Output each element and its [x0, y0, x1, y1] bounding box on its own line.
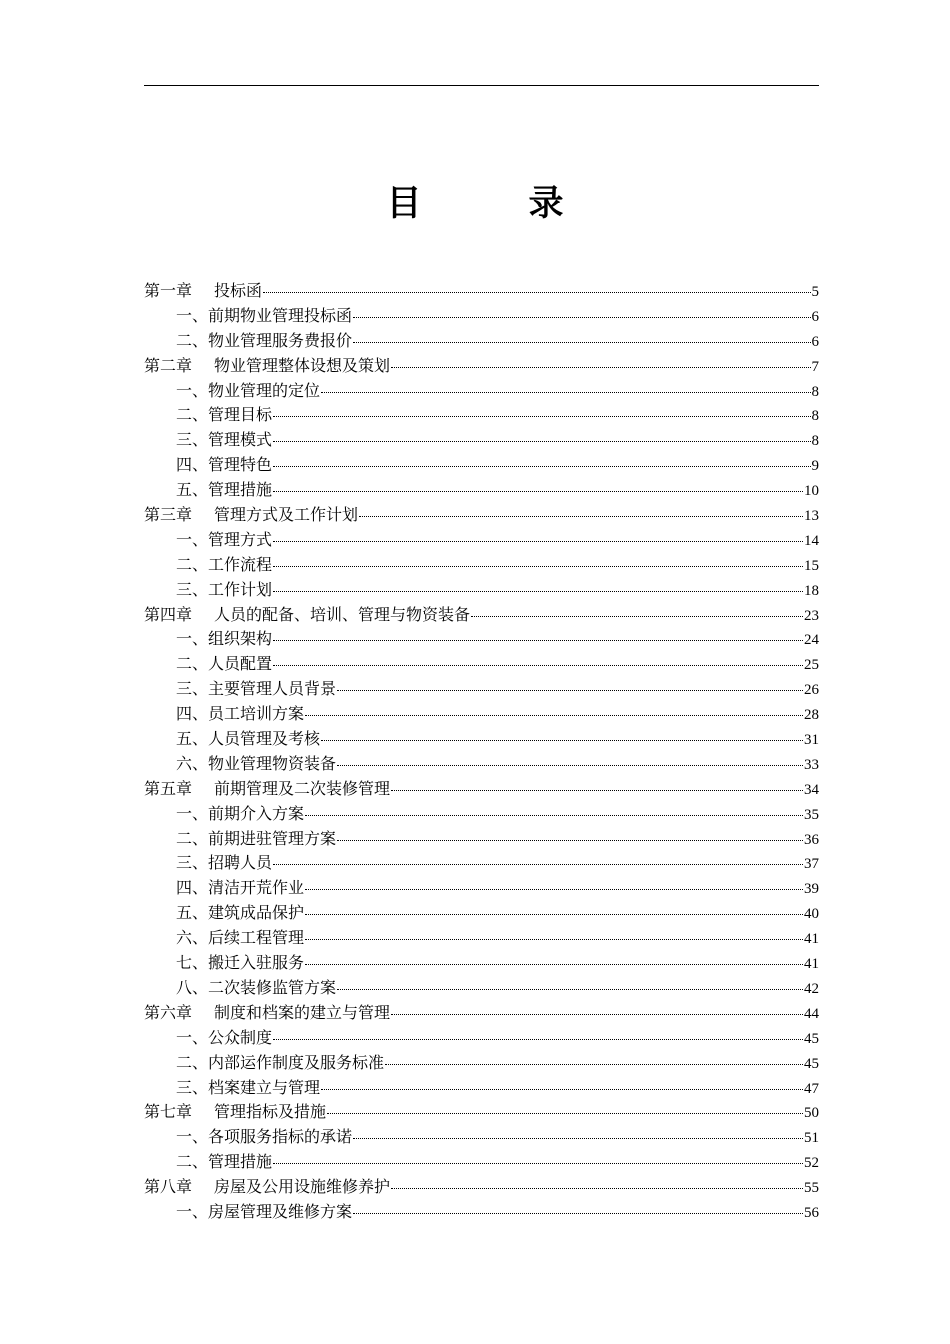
toc-section-entry[interactable]: [144, 851, 819, 876]
toc-chapter-entry[interactable]: [144, 777, 819, 802]
toc-section-entry[interactable]: [144, 578, 819, 603]
toc-page-number: 37: [804, 856, 819, 873]
toc-entry-label: [176, 677, 336, 702]
toc-entry-label: [144, 603, 470, 628]
toc-dot-leader: [305, 815, 803, 816]
toc-entry-label: [176, 329, 352, 354]
toc-section-entry[interactable]: [144, 727, 819, 752]
toc-entry-label: [144, 503, 358, 528]
toc-dot-leader: [337, 989, 803, 990]
toc-entry-title: 四、清洁开荒作业: [176, 878, 305, 898]
toc-entry-label: [176, 652, 272, 677]
toc-page-number: 45: [804, 1055, 819, 1072]
toc-entry-title: 五、建筑成品保护: [176, 903, 305, 923]
toc-dot-leader: [321, 740, 803, 741]
toc-section-entry[interactable]: [144, 1200, 819, 1225]
toc-page-number: 56: [804, 1204, 819, 1221]
toc-page-number: 44: [804, 1005, 819, 1022]
toc-dot-leader: [273, 466, 810, 467]
toc-chapter-entry[interactable]: [144, 1001, 819, 1026]
toc-entry-label: [144, 279, 262, 304]
toc-entry-label: [176, 379, 320, 404]
toc-entry-label: [176, 702, 304, 727]
toc-entry-label: [176, 1200, 352, 1225]
toc-section-entry[interactable]: [144, 627, 819, 652]
toc-entry-title: 一、公众制度: [176, 1027, 273, 1047]
toc-page-number: 36: [804, 831, 819, 848]
toc-entry-label: [176, 752, 336, 777]
toc-dot-leader: [353, 342, 810, 343]
toc-entry-title: 七、搬迁入驻服务: [176, 953, 305, 973]
toc-dot-leader: [321, 1089, 803, 1090]
toc-page-number: 8: [811, 408, 819, 425]
toc-section-entry[interactable]: [144, 827, 819, 852]
toc-page-number: 6: [811, 308, 819, 325]
toc-entry-title: 一、组织架构: [176, 629, 273, 649]
toc-chapter-entry[interactable]: [144, 354, 819, 379]
toc-entry-title: 一、前期物业管理投标函: [176, 305, 353, 325]
toc-page-number: 33: [804, 756, 819, 773]
toc-chapter-number: 第三章: [144, 505, 193, 525]
toc-page-number: 15: [804, 557, 819, 574]
toc-entry-label: [176, 478, 272, 503]
toc-entry-label: [176, 1150, 272, 1175]
toc-page-number: 13: [804, 508, 819, 525]
toc-dot-leader: [305, 914, 803, 915]
toc-entry-title: 一、各项服务指标的承诺: [176, 1127, 353, 1147]
toc-dot-leader: [273, 591, 803, 592]
toc-entry-title: 人员的配备、培训、管理与物资装备: [214, 604, 471, 624]
toc-dot-leader: [327, 1113, 803, 1114]
toc-dot-leader: [273, 1163, 803, 1164]
toc-entry-title: 前期管理及二次装修管理: [214, 778, 391, 798]
toc-entry-title: 五、人员管理及考核: [176, 729, 321, 749]
toc-entry-title: 三、招聘人员: [176, 853, 273, 873]
toc-entry-title: 三、档案建立与管理: [176, 1077, 321, 1097]
table-of-contents: [144, 279, 819, 1225]
toc-dot-leader: [273, 640, 803, 641]
toc-section-entry[interactable]: [144, 478, 819, 503]
toc-section-entry[interactable]: [144, 403, 819, 428]
toc-page-number: 41: [804, 956, 819, 973]
header-rule: [144, 85, 819, 86]
toc-dot-leader: [273, 864, 803, 865]
toc-page-number: 28: [804, 707, 819, 724]
toc-entry-title: 六、后续工程管理: [176, 928, 305, 948]
toc-dot-leader: [471, 616, 803, 617]
toc-page-number: 23: [804, 607, 819, 624]
toc-section-entry[interactable]: [144, 901, 819, 926]
toc-section-entry[interactable]: [144, 1026, 819, 1051]
toc-dot-leader: [337, 765, 803, 766]
toc-page-number: 55: [804, 1180, 819, 1197]
toc-page-number: 41: [804, 931, 819, 948]
toc-dot-leader: [337, 690, 803, 691]
toc-page-number: 10: [804, 483, 819, 500]
toc-entry-label: [176, 1125, 352, 1150]
toc-dot-leader: [273, 566, 803, 567]
toc-chapter-entry[interactable]: [144, 1100, 819, 1125]
toc-chapter-entry[interactable]: [144, 279, 819, 304]
toc-section-entry[interactable]: [144, 1051, 819, 1076]
toc-entry-title: 二、管理措施: [176, 1152, 273, 1172]
toc-entry-label: [176, 827, 336, 852]
toc-dot-leader: [273, 416, 810, 417]
toc-entry-label: [176, 428, 272, 453]
toc-dot-leader: [305, 889, 803, 890]
toc-section-entry[interactable]: [144, 304, 819, 329]
toc-dot-leader: [391, 790, 803, 791]
toc-dot-leader: [273, 1039, 803, 1040]
toc-entry-label: [176, 578, 272, 603]
toc-entry-title: 一、管理方式: [176, 529, 273, 549]
toc-section-entry[interactable]: [144, 652, 819, 677]
toc-dot-leader: [273, 665, 803, 666]
toc-entry-label: [176, 876, 304, 901]
toc-chapter-entry[interactable]: [144, 603, 819, 628]
toc-entry-title: 八、二次装修监管方案: [176, 977, 337, 997]
toc-section-entry[interactable]: [144, 1150, 819, 1175]
toc-entry-title: 三、工作计划: [176, 579, 273, 599]
toc-entry-label: [176, 851, 272, 876]
toc-entry-title: 四、管理特色: [176, 455, 273, 475]
toc-entry-title: 二、人员配置: [176, 654, 273, 674]
toc-section-entry[interactable]: [144, 951, 819, 976]
toc-entry-label: [176, 901, 304, 926]
page-title: 目 录: [386, 183, 600, 224]
toc-entry-title: 房屋及公用设施维修养护: [214, 1177, 391, 1197]
toc-entry-title: 物业管理整体设想及策划: [214, 355, 391, 375]
toc-entry-title: 六、物业管理物资装备: [176, 753, 337, 773]
toc-page-number: 8: [811, 383, 819, 400]
toc-entry-label: [176, 528, 272, 553]
toc-entry-label: [176, 727, 320, 752]
toc-entry-title: 二、管理目标: [176, 405, 273, 425]
toc-dot-leader: [353, 1138, 803, 1139]
toc-page-number: 24: [804, 632, 819, 649]
toc-dot-leader: [385, 1064, 803, 1065]
toc-entry-title: 管理指标及措施: [214, 1102, 327, 1122]
toc-chapter-entry[interactable]: [144, 503, 819, 528]
toc-entry-label: [176, 1051, 384, 1076]
toc-dot-leader: [305, 939, 803, 940]
toc-section-entry[interactable]: [144, 1076, 819, 1101]
toc-dot-leader: [273, 441, 810, 442]
toc-entry-title: 二、内部运作制度及服务标准: [176, 1052, 385, 1072]
toc-dot-leader: [391, 367, 810, 368]
toc-section-entry[interactable]: [144, 379, 819, 404]
toc-chapter-number: 第一章: [144, 281, 193, 300]
toc-page-number: 50: [804, 1105, 819, 1122]
toc-dot-leader: [353, 317, 810, 318]
toc-entry-title: 三、主要管理人员背景: [176, 679, 337, 699]
toc-chapter-number: 第六章: [144, 1002, 193, 1022]
toc-entry-title: 一、物业管理的定位: [176, 380, 321, 400]
toc-entry-title: 三、管理模式: [176, 430, 273, 450]
toc-page-number: 5: [811, 284, 819, 300]
toc-entry-label: [176, 453, 272, 478]
toc-dot-leader: [305, 715, 803, 716]
toc-page-number: 52: [804, 1155, 819, 1172]
toc-chapter-number: 第五章: [144, 778, 193, 798]
toc-chapter-entry[interactable]: [144, 1175, 819, 1200]
toc-page-number: 18: [804, 582, 819, 599]
toc-section-entry[interactable]: [144, 677, 819, 702]
toc-entry-title: 二、工作流程: [176, 554, 273, 574]
toc-section-entry[interactable]: [144, 453, 819, 478]
toc-dot-leader: [305, 964, 803, 965]
toc-entry-label: [176, 304, 352, 329]
toc-dot-leader: [273, 491, 803, 492]
toc-page-number: 51: [804, 1130, 819, 1147]
toc-page-number: 25: [804, 657, 819, 674]
toc-chapter-number: 第二章: [144, 355, 193, 375]
toc-section-entry[interactable]: [144, 1125, 819, 1150]
toc-entry-title: 四、员工培训方案: [176, 704, 305, 724]
toc-dot-leader: [337, 840, 803, 841]
toc-section-entry[interactable]: [144, 926, 819, 951]
toc-entry-title: 一、房屋管理及维修方案: [176, 1201, 353, 1221]
toc-entry-title: 投标函: [214, 281, 263, 300]
toc-section-entry[interactable]: [144, 528, 819, 553]
toc-section-entry[interactable]: [144, 553, 819, 578]
toc-entry-title: 二、物业管理服务费报价: [176, 330, 353, 350]
toc-chapter-number: 第四章: [144, 604, 193, 624]
toc-entry-title: 二、前期进驻管理方案: [176, 828, 337, 848]
toc-dot-leader: [321, 392, 810, 393]
toc-page-number: 35: [804, 806, 819, 823]
toc-entry-label: [176, 802, 304, 827]
toc-page-number: 14: [804, 532, 819, 549]
toc-entry-label: [176, 976, 336, 1001]
toc-entry-label: [176, 553, 272, 578]
toc-page-number: 39: [804, 881, 819, 898]
toc-entry-label: [144, 1001, 390, 1026]
toc-dot-leader: [359, 516, 803, 517]
toc-section-entry[interactable]: [144, 802, 819, 827]
toc-entry-title: 一、前期介入方案: [176, 803, 305, 823]
toc-entry-label: [176, 627, 272, 652]
toc-page-number: 42: [804, 980, 819, 997]
toc-entry-title: 制度和档案的建立与管理: [214, 1002, 391, 1022]
toc-page-number: 9: [811, 458, 819, 475]
toc-page-number: 26: [804, 682, 819, 699]
toc-entry-title: 管理方式及工作计划: [214, 505, 359, 525]
toc-entry-label: [144, 1100, 326, 1125]
toc-entry-label: [176, 1026, 272, 1051]
toc-section-entry[interactable]: [144, 428, 819, 453]
toc-section-entry[interactable]: [144, 752, 819, 777]
toc-dot-leader: [273, 541, 803, 542]
toc-page-number: 6: [811, 333, 819, 350]
toc-section-entry[interactable]: [144, 876, 819, 901]
toc-dot-leader: [353, 1213, 803, 1214]
toc-chapter-number: 第七章: [144, 1102, 193, 1122]
toc-dot-leader: [391, 1188, 803, 1189]
toc-page-number: 40: [804, 906, 819, 923]
toc-section-entry[interactable]: [144, 976, 819, 1001]
toc-page-number: 8: [811, 433, 819, 450]
toc-entry-label: [176, 1076, 320, 1101]
toc-page-number: 31: [804, 732, 819, 749]
toc-entry-label: [144, 354, 390, 379]
toc-page-number: 45: [804, 1030, 819, 1047]
toc-entry-label: [176, 951, 304, 976]
toc-dot-leader: [391, 1014, 803, 1015]
toc-page-number: 7: [811, 358, 819, 375]
toc-entry-label: [144, 1175, 390, 1200]
toc-section-entry[interactable]: [144, 702, 819, 727]
toc-entry-label: [144, 777, 390, 802]
toc-section-entry[interactable]: [144, 329, 819, 354]
toc-dot-leader: [263, 292, 810, 293]
toc-chapter-number: 第八章: [144, 1177, 193, 1197]
toc-page-number: 47: [804, 1080, 819, 1097]
toc-page-number: 34: [804, 781, 819, 798]
toc-entry-label: [176, 926, 304, 951]
toc-entry-label: [176, 403, 272, 428]
toc-entry-title: 五、管理措施: [176, 480, 273, 500]
